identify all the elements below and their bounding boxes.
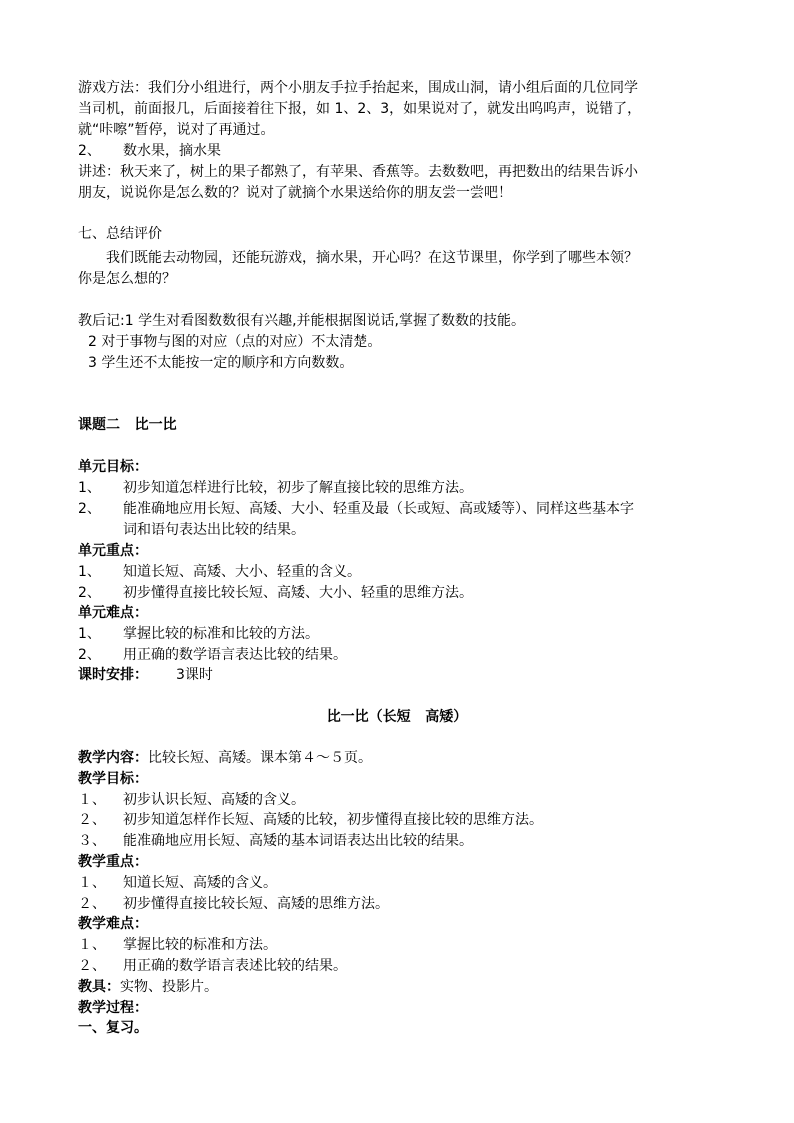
- lesson-content: [78, 748, 372, 768]
- item-text: 掌握比较的标准和方法。: [123, 937, 277, 953]
- list-item: [78, 790, 305, 810]
- item-text: 能准确地应用长短、高矮、大小、轻重及最（长或短、高或矮等）、同样这些基本字: [123, 501, 634, 517]
- item-number: 2、: [78, 585, 101, 601]
- list-item: [78, 478, 473, 498]
- item-number: １、: [78, 875, 106, 891]
- item-number: ３、: [78, 833, 106, 849]
- list-item: [78, 810, 543, 830]
- list-item: [78, 645, 347, 665]
- review-heading: 一、复习。: [78, 1020, 148, 1036]
- lesson-focus-label: 教学重点：: [78, 854, 148, 870]
- content-text: 比较长短、高矮。课本第４～５页。: [148, 750, 372, 766]
- tools-text: 实物、投影片。: [120, 979, 218, 995]
- lesson-goals-label: 教学目标：: [78, 771, 148, 787]
- list-item: [78, 873, 277, 893]
- lesson-title: 比一比（长短 高矮）: [326, 709, 468, 725]
- lesson-process-label: 教学过程：: [78, 1000, 148, 1016]
- item-text: 初步认识长短、高矮的含义。: [123, 792, 305, 808]
- item-number: １、: [78, 792, 106, 808]
- item-number: ２、: [78, 812, 106, 828]
- list-item: [78, 562, 361, 582]
- item-number: １、: [78, 937, 106, 953]
- reflection-line-1: 教后记:1 学生对看图数数很有兴趣,并能根据图说话,掌握了数数的技能。: [78, 313, 525, 329]
- unit-schedule: [78, 665, 213, 685]
- item-number: ２、: [78, 958, 106, 974]
- list-item: [78, 935, 277, 955]
- talk-line-1: 讲述：秋天来了，树上的果子都熟了，有苹果、香蕉等。去数数吧，再把数出的结果告诉小: [78, 164, 638, 180]
- item-number: 1、: [78, 480, 101, 496]
- item-text: 知道长短、高矮、大小、轻重的含义。: [123, 564, 361, 580]
- item-number: 2、: [78, 647, 101, 663]
- list-item: [78, 894, 389, 914]
- list-item: [78, 624, 319, 644]
- item-text: 能准确地应用长短、高矮的基本词语表达出比较的结果。: [123, 833, 473, 849]
- item-number: 2、: [78, 501, 101, 517]
- talk-line-2: 朋友，说说你是怎么数的？说对了就摘个水果送给你的朋友尝一尝吧！: [78, 185, 512, 201]
- item-text: 初步懂得直接比较长短、高矮、大小、轻重的思维方法。: [123, 585, 473, 601]
- game-method-line-1: 游戏方法：我们分小组进行，两个小朋友手拉手抬起来，围成山洞，请小组后面的几位同学: [78, 80, 638, 96]
- unit-goals-label: 单元目标：: [78, 459, 148, 475]
- unit-title: 课题二 比一比: [78, 417, 177, 433]
- list-item: [78, 956, 347, 976]
- item-number: 2、: [78, 143, 101, 159]
- unit-difficulty-label: 单元难点：: [78, 605, 148, 621]
- item-text: 用正确的数学语言表达比较的结果。: [123, 647, 347, 663]
- list-item: [78, 831, 473, 851]
- list-item: [78, 499, 634, 519]
- item-number: ２、: [78, 896, 106, 912]
- lesson-tools: [78, 977, 218, 997]
- schedule-label: 课时安排：: [78, 667, 148, 683]
- item-number: 1、: [78, 564, 101, 580]
- item-text: 数水果，摘水果: [123, 143, 221, 159]
- summary-heading: 七、总结评价: [78, 226, 162, 242]
- content-label: 教学内容：: [78, 750, 148, 766]
- item-number: 1、: [78, 626, 101, 642]
- game-method-line-3: 就“咔嚓”暂停，说对了再通过。: [78, 122, 275, 138]
- list-item: [78, 583, 473, 603]
- unit-focus-label: 单元重点：: [78, 543, 148, 559]
- unit-goal-2-continued: 词和语句表达出比较的结果。: [123, 522, 305, 538]
- item-text: 知道长短、高矮的含义。: [123, 875, 277, 891]
- game-method-line-2: 当司机，前面报几，后面接着往下报，如 1、2、3，如果说对了，就发出呜呜声，说错了，: [78, 101, 642, 117]
- reflection-line-2: 2 对于事物与图的对应（点的对应）不太清楚。: [88, 334, 382, 350]
- summary-paragraph-line-1: 我们既能去动物园，还能玩游戏，摘水果，开心吗？在这节课里，你学到了哪些本领？: [106, 250, 638, 266]
- item-text: 初步懂得直接比较长短、高矮的思维方法。: [123, 896, 389, 912]
- item-text: 初步知道怎样作长短、高矮的比较，初步懂得直接比较的思维方法。: [123, 812, 543, 828]
- lesson-difficulty-label: 教学难点：: [78, 916, 148, 932]
- item-text: 初步知道怎样进行比较，初步了解直接比较的思维方法。: [123, 480, 473, 496]
- tools-label: 教具：: [78, 979, 120, 995]
- item-text: 掌握比较的标准和比较的方法。: [123, 626, 319, 642]
- item-text: 用正确的数学语言表述比较的结果。: [123, 958, 347, 974]
- schedule-value: 3课时: [176, 667, 213, 683]
- list-item: [78, 141, 221, 161]
- summary-paragraph-line-2: 你是怎么想的？: [78, 271, 176, 287]
- reflection-line-3: 3 学生还不太能按一定的顺序和方向数数。: [88, 355, 354, 371]
